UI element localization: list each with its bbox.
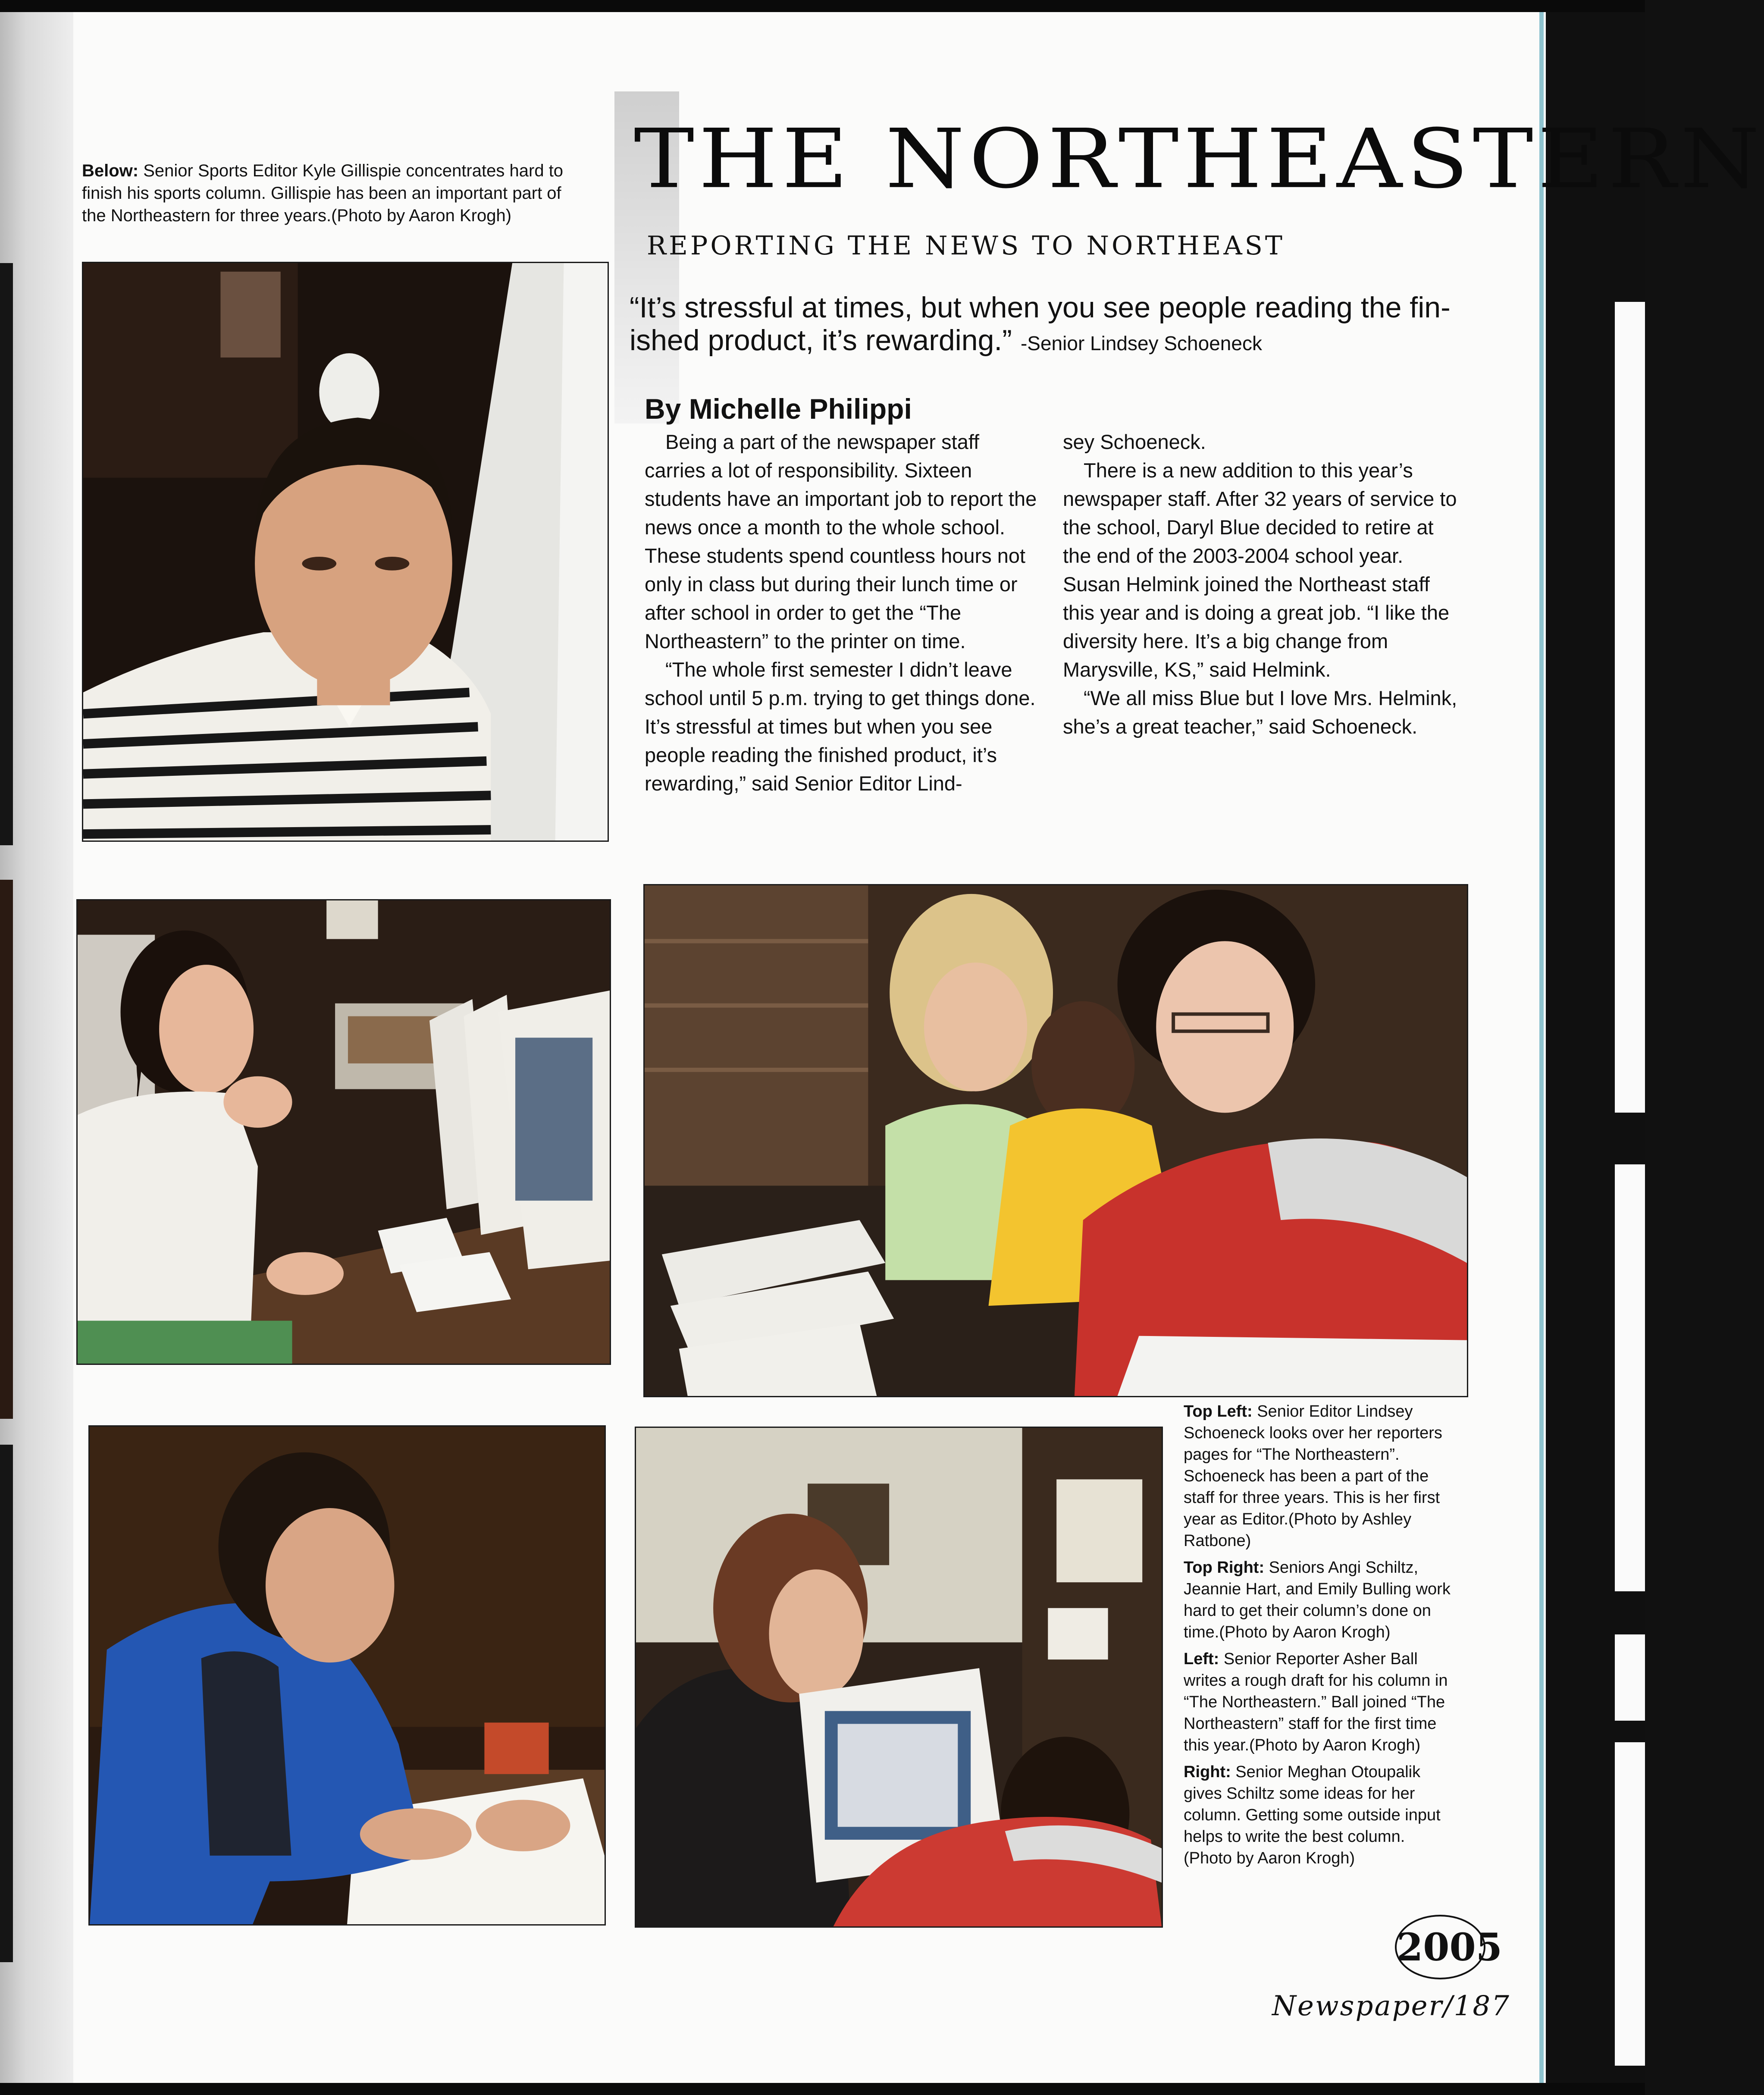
photo-sports-editor-image xyxy=(83,263,608,841)
caption-below xyxy=(82,160,573,227)
caption-text: Senior Editor Lindsey Schoeneck looks over her reporters pages for “The Northeastern”. Schoeneck has been a part of the staff for three years. This is her first year as Editor.(Photo by Ashley Ratbone) xyxy=(1184,1402,1442,1550)
article-paragraph: sey Schoeneck. xyxy=(1063,430,1206,453)
photo-top-right xyxy=(643,884,1468,1397)
masthead-title: THE NORTHEASTERN xyxy=(634,111,1764,207)
photo-sports-editor xyxy=(82,262,609,842)
article-paragraph: Being a part of the newspaper staff carries a lot of responsibility. Sixteen students have an important job to report the news once a month to the whole school. These students spend countless hours not only in class but during their lunch time or after school in order to get the “The Northeastern” to the printer on time. xyxy=(645,430,1037,652)
photo-right-image xyxy=(636,1428,1162,1926)
page-edge-line xyxy=(1539,12,1544,2083)
caption-top-right xyxy=(1184,1557,1451,1643)
byline: By Michelle Philippi xyxy=(645,393,912,425)
caption-label: Top Left: xyxy=(1184,1402,1253,1421)
photo-left-image xyxy=(90,1427,605,1924)
page-footer: Newspaper/187 xyxy=(1272,1990,1510,2022)
caption-label: Below: xyxy=(82,161,139,180)
caption-label: Right: xyxy=(1184,1763,1231,1781)
page-edge-tab xyxy=(1615,302,1645,1113)
pull-quote-text: “It’s stressful at times, but when you see people reading the fin-ished product, it’s rewarding.” xyxy=(630,291,1451,357)
article-paragraph: There is a new addition to this year’s newspaper staff. After 32 years of service to the school, Daryl Blue decided to retire at the end of the 2003-2004 school year. Susan Helmink joined the Northeast staff this year and is doing a great job. “I like the diversity here. It’s a big change from Marysville, KS,” said Helmink. xyxy=(1063,459,1457,681)
caption-text: Senior Sports Editor Kyle Gillispie concentrates hard to finish his sports column. Gillispie has been an important part of the Northeastern for three years.(Photo by Aaron Krogh) xyxy=(82,161,564,225)
caption-text: Senior Meghan Otoupalik gives Schiltz some ideas for her column. Getting some outside input helps to write the best column.(Photo by Aaron Krogh) xyxy=(1184,1763,1441,1867)
photo-right xyxy=(635,1427,1163,1928)
caption-label: Top Right: xyxy=(1184,1559,1265,1577)
article-paragraph: “The whole first semester I didn’t leave school until 5 p.m. trying to get things done. It’s stressful at times but when you see people reading the finished product, it’s rewarding,” said Senior Editor Lind- xyxy=(645,658,1036,795)
caption-label: Left: xyxy=(1184,1650,1219,1668)
article-paragraph: “We all miss Blue but I love Mrs. Helmink, she’s a great teacher,” said Schoeneck. xyxy=(1063,687,1457,738)
caption-column xyxy=(1184,1401,1451,1869)
article-column-2 xyxy=(1063,428,1460,741)
caption-right xyxy=(1184,1761,1451,1869)
gutter-dark-tab xyxy=(0,880,13,1419)
page-edge-tab xyxy=(1615,1634,1645,1721)
gutter-dark-tab xyxy=(0,263,13,845)
masthead-subtitle: REPORTING THE NEWS TO NORTHEAST xyxy=(647,231,1285,261)
photo-left xyxy=(88,1425,606,1926)
page-edge-tab xyxy=(1615,1742,1645,2066)
photo-top-left-image xyxy=(78,900,610,1364)
year-badge: 2005 xyxy=(1395,1915,1485,1979)
article-column-1 xyxy=(645,428,1041,798)
gutter-dark-tab xyxy=(0,1445,13,1962)
photo-top-right-image xyxy=(645,885,1467,1396)
photo-top-left xyxy=(76,899,611,1365)
page-edge-tab xyxy=(1615,1164,1645,1591)
scan-top-edge xyxy=(0,0,1645,12)
caption-top-left xyxy=(1184,1401,1451,1552)
caption-left xyxy=(1184,1648,1451,1756)
pull-quote-attribution: -Senior Lindsey Schoeneck xyxy=(1020,332,1262,354)
caption-text: Senior Reporter Asher Ball writes a rough draft for his column in “The Northeastern.” Ball joined “The Northeastern” staff for the first time this year.(Photo by Aaron Krogh) xyxy=(1184,1650,1448,1754)
caption-text: Seniors Angi Schiltz, Jeannie Hart, and Emily Bulling work hard to get their column’s done on time.(Photo by Aaron Krogh) xyxy=(1184,1559,1451,1641)
pull-quote xyxy=(630,291,1470,360)
scan-bottom-edge xyxy=(0,2083,1645,2095)
